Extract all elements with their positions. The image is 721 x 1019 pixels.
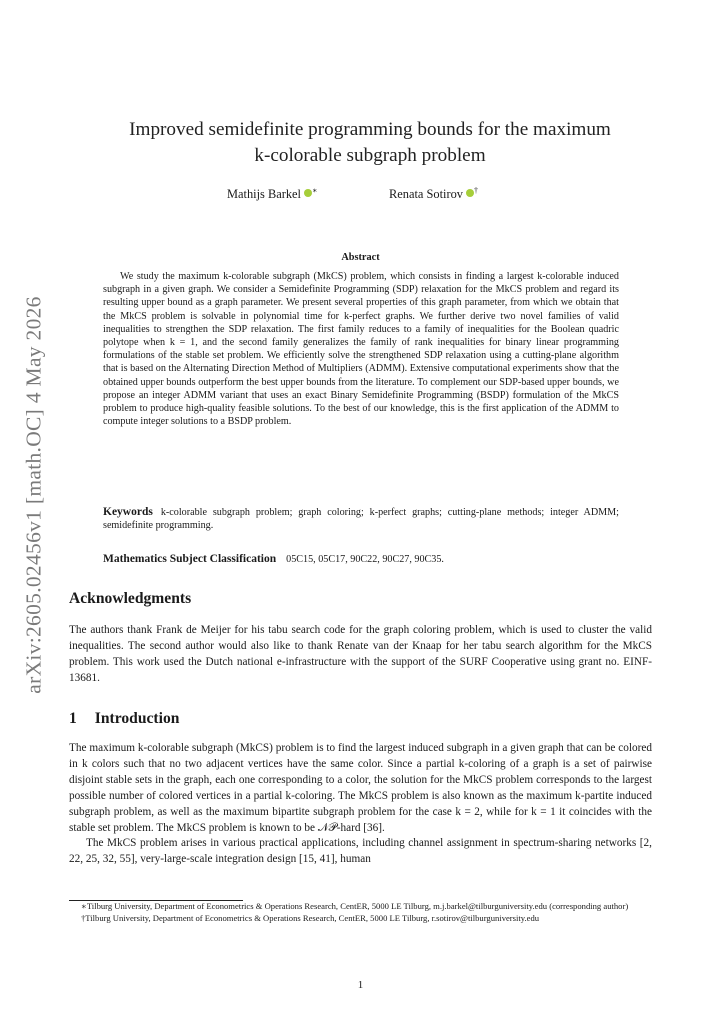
arxiv-stamp-text: arXiv:2605.02456v1 [math.OC] 4 May 2026 bbox=[21, 296, 46, 694]
keywords-text: k-colorable subgraph problem; graph coloring; k-perfect graphs; cutting-plane methods; integer ADMM; semidefinite programming. bbox=[103, 507, 619, 532]
author-1 bbox=[227, 186, 317, 202]
paper-title-line-2: k-colorable subgraph problem bbox=[254, 145, 486, 166]
abstract-heading: Abstract bbox=[341, 252, 380, 263]
acknowledgments-body bbox=[69, 623, 652, 687]
paper-title-line-1: Improved semidefinite programming bounds for the maximum bbox=[129, 119, 611, 140]
section-title: Introduction bbox=[94, 710, 180, 727]
section-number: 1 bbox=[69, 710, 77, 727]
abstract-text: We study the maximum k-colorable subgraph (MkCS) problem, which consists in finding a largest k-colorable induced subgraph in a given graph. We consider a Semidefinite Programming (SDP) relaxation for the MkCS problem and regard its resulting upper bound as a graph parameter. We present several properties of this graph parameter, from which we obtain that the MkCS problem is solvable in polynomial time for k-perfect graphs. We further derive two novel families of valid inequalities to strengthen the SDP relaxation. The first family reduces to a family of inequalities for the Boolean quadric polytope when k = 1, and the second family generalizes the family of rank inequalities for binary linear programming formulations of the stable set problem. We efficiently solve the strengthened SDP relaxation using a cutting-plane algorithm that is based on the Alternating Direction Method of Multipliers (ADMM). Extensive computational experiments show that the obtained upper bounds outperform the best upper bounds from the literature. To complement our SDP-based upper bounds, we propose an integer ADMM variant that uses an exact Binary Semidefinite Programming (BSDP) formulation of the MkCS problem to produce high-quality feasible solutions. To the best of our knowledge, this is the first application of the ADMM to compute integer solutions to a BSDP problem. bbox=[103, 271, 619, 428]
page-number: 1 bbox=[357, 979, 364, 991]
acknowledgments-text: The authors thank Frank de Meijer for his tabu search code for the graph coloring problem, which is used to cluster the valid inequalities. The second author would also like to thank Renate van der Knaap for her tabu search algorithm for the MkCS problem. This work used the Dutch national e-infrastructure with the support of the SURF Cooperative using grant no. EINF-13681. bbox=[69, 624, 652, 684]
author-2-mark: † bbox=[474, 186, 478, 195]
author-1-mark: ∗ bbox=[312, 186, 318, 195]
keywords bbox=[103, 506, 619, 532]
msc-label: Mathematics Subject Classification bbox=[103, 553, 277, 565]
orcid-icon[interactable] bbox=[466, 189, 474, 197]
author-2-name: Renata Sotirov bbox=[389, 187, 463, 201]
orcid-icon[interactable] bbox=[304, 189, 312, 197]
author-2 bbox=[389, 186, 478, 202]
acknowledgments-heading: Acknowledgments bbox=[69, 590, 192, 607]
introduction-paragraph-2: The MkCS problem arises in various practical applications, including channel assignment in spectrum-sharing networks [2, 22, 25, 32, 55], very-large-scale integration design [15, 41], human bbox=[69, 837, 652, 866]
introduction-body bbox=[69, 741, 652, 868]
footnotes bbox=[69, 901, 652, 924]
keywords-label: Keywords bbox=[103, 506, 153, 518]
footnote-1: ∗Tilburg University, Department of Econometrics & Operations Research, CentER, 5000 LE Tilburg, m.j.barkel@tilburguniversity.edu (corresponding author) bbox=[81, 901, 629, 911]
abstract-body bbox=[103, 270, 619, 428]
msc bbox=[103, 553, 444, 565]
msc-text: 05C15, 05C17, 90C22, 90C27, 90C35. bbox=[286, 554, 444, 565]
footnote-2: †Tilburg University, Department of Econometrics & Operations Research, CentER, 5000 LE Tilburg, r.sotirov@tilburguniversity.edu bbox=[81, 912, 540, 923]
section-heading bbox=[69, 710, 179, 728]
author-1-name: Mathijs Barkel bbox=[227, 187, 301, 201]
introduction-paragraph-1: The maximum k-colorable subgraph (MkCS) problem is to find the largest induced subgraph in a given graph that can be colored in k colors such that no two adjacent vertices have the same color. Since a partial k-coloring of a graph is a set of pairwise disjoint stable sets in the graph, each one corresponding to a color, the solution for the MkCS problem corresponds to the largest possible number of colored vertices in a partial k-coloring. The MkCS problem is also known as the maximum k-partite induced subgraph problem, as well as the maximum bipartite subgraph problem for the case k = 2, while for k = 1 it coincides with the stable set problem. The MkCS problem is known to be 𝒩𝒫-hard [36]. bbox=[69, 742, 652, 834]
